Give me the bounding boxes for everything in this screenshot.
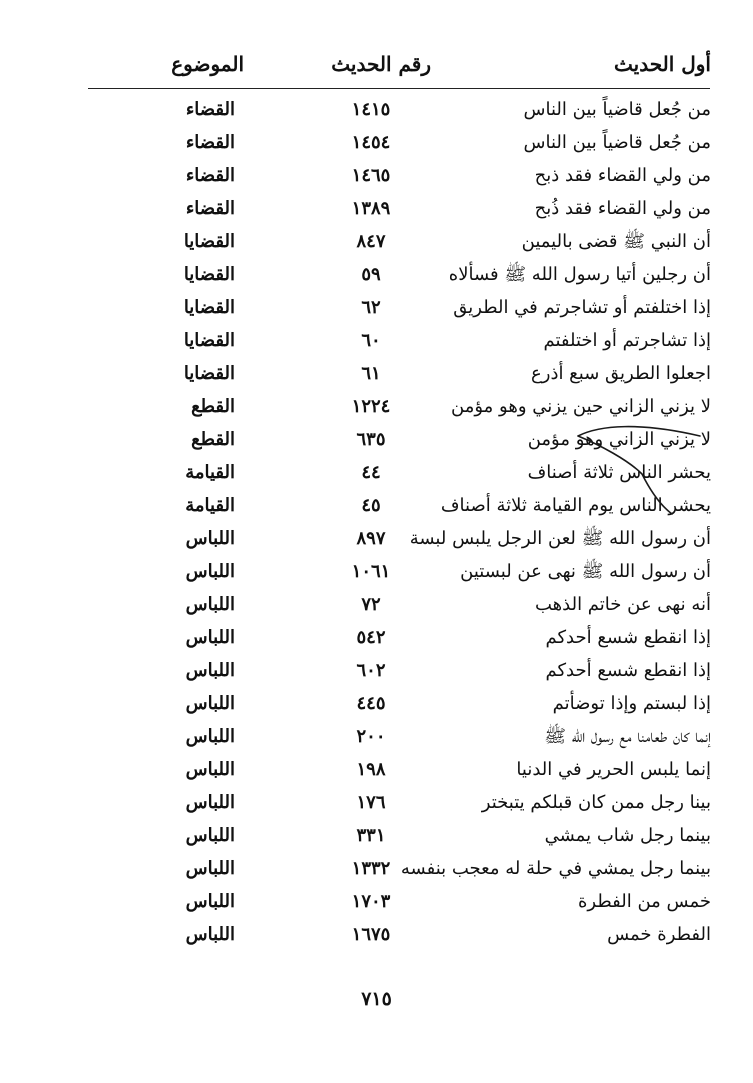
hadith-start-cell: إنما يلبس الحرير في الدنيا — [516, 759, 711, 780]
table-row — [86, 524, 711, 557]
hadith-start-cell: بينما رجل يمشي في حلة له معجب بنفسه — [400, 858, 711, 879]
topic-cell: اللباس — [185, 924, 235, 945]
index-table-body — [86, 95, 711, 953]
hadith-start-cell: أن النبي ﷺ قضى باليمين — [521, 231, 711, 252]
topic-cell: القضايا — [183, 297, 235, 318]
hadith-start-cell: خمس من الفطرة — [578, 891, 711, 912]
hadith-start-cell: يحشر الناس ثلاثة أصناف — [527, 462, 711, 483]
hadith-start-cell: لا يزني الزاني حين يزني وهو مؤمن — [451, 396, 711, 417]
table-row — [86, 359, 711, 392]
table-row — [86, 194, 711, 227]
table-row — [86, 326, 711, 359]
hadith-number-cell: ٨٤٧ — [356, 231, 386, 252]
hadith-number-cell: ٦٢ — [361, 297, 381, 318]
page-number: ٧١٥ — [361, 988, 392, 1010]
hadith-number-cell: ٢٠٠ — [356, 726, 386, 747]
table-row — [86, 128, 711, 161]
header-topic: الموضوع — [171, 52, 244, 76]
table-row — [86, 722, 711, 755]
table-row — [86, 590, 711, 623]
hadith-start-cell: من جُعل قاضياً بين الناس — [523, 132, 711, 153]
hadith-number-cell: ٥٤٢ — [356, 627, 386, 648]
table-row — [86, 920, 711, 953]
hadith-number-cell: ٦١ — [361, 363, 381, 384]
hadith-number-cell: ١٧٠٣ — [351, 891, 391, 912]
table-row — [86, 458, 711, 491]
topic-cell: القضايا — [183, 231, 235, 252]
hadith-number-cell: ٦٠٢ — [356, 660, 386, 681]
hadith-number-cell: ١٤١٥ — [351, 99, 391, 120]
hadith-start-cell: أن رسول الله ﷺ نهى عن لبستين — [460, 561, 711, 582]
header-divider — [88, 88, 710, 89]
table-row — [86, 293, 711, 326]
hadith-number-cell: ١٣٨٩ — [351, 198, 391, 219]
topic-cell: اللباس — [185, 693, 235, 714]
hadith-start-cell: يحشر الناس يوم القيامة ثلاثة أصناف — [440, 495, 711, 516]
hadith-number-cell: ٣٣١ — [356, 825, 386, 846]
topic-cell: القضاء — [185, 99, 235, 120]
hadith-start-cell: اجعلوا الطريق سبع أذرع — [531, 363, 711, 384]
hadith-number-cell: ١٤٦٥ — [351, 165, 391, 186]
hadith-start-cell: إذا اختلفتم أو تشاجرتم في الطريق — [453, 297, 711, 318]
header-hadith-start: أول الحديث — [614, 52, 711, 76]
table-row — [86, 392, 711, 425]
hadith-start-cell: أن رجلين أتيا رسول الله ﷺ فسألاه — [448, 264, 711, 285]
topic-cell: اللباس — [185, 594, 235, 615]
topic-cell: اللباس — [185, 660, 235, 681]
hadith-number-cell: ٤٤٥ — [356, 693, 386, 714]
hadith-start-cell: إذا انقطع شسع أحدكم — [545, 660, 711, 681]
hadith-start-cell: من ولي القضاء فقد ذبح — [534, 165, 711, 186]
topic-cell: اللباس — [185, 891, 235, 912]
table-row — [86, 854, 711, 887]
hadith-number-cell: ١٢٢٤ — [351, 396, 391, 417]
hadith-number-cell: ١٠٦١ — [351, 561, 391, 582]
topic-cell: اللباس — [185, 858, 235, 879]
hadith-number-cell: ٥٩ — [361, 264, 381, 285]
table-row — [86, 260, 711, 293]
topic-cell: اللباس — [185, 627, 235, 648]
hadith-number-cell: ٧٢ — [361, 594, 381, 615]
table-row — [86, 689, 711, 722]
table-row — [86, 821, 711, 854]
hadith-start-cell: أنه نهى عن خاتم الذهب — [534, 594, 711, 615]
hadith-start-cell: إنما كان طعامنا مع رسول الله ﷺ — [544, 726, 711, 747]
topic-cell: اللباس — [185, 528, 235, 549]
table-row — [86, 425, 711, 458]
hadith-start-cell: بينما رجل شاب يمشي — [544, 825, 711, 846]
topic-cell: القضاء — [185, 198, 235, 219]
table-row — [86, 95, 711, 128]
hadith-number-cell: ٤٥ — [361, 495, 381, 516]
table-header — [86, 52, 711, 86]
hadith-number-cell: ١٤٥٤ — [351, 132, 391, 153]
table-row — [86, 161, 711, 194]
hadith-number-cell: ١٦٧٥ — [351, 924, 391, 945]
table-row — [86, 887, 711, 920]
topic-cell: القيامة — [185, 462, 235, 483]
table-row — [86, 227, 711, 260]
table-row — [86, 491, 711, 524]
hadith-number-cell: ١٣٣٢ — [351, 858, 391, 879]
topic-cell: اللباس — [185, 726, 235, 747]
hadith-number-cell: ٦٠ — [361, 330, 381, 351]
table-row — [86, 557, 711, 590]
hadith-number-cell: ٦٣٥ — [356, 429, 386, 450]
hadith-start-cell: لا يزني الزاني وهو مؤمن — [527, 429, 711, 450]
topic-cell: القضايا — [183, 264, 235, 285]
topic-cell: اللباس — [185, 759, 235, 780]
topic-cell: القطع — [191, 429, 235, 450]
topic-cell: القضاء — [185, 165, 235, 186]
hadith-start-cell: من ولي القضاء فقد ذُبح — [534, 198, 711, 219]
table-row — [86, 656, 711, 689]
hadith-start-cell: إذا تشاجرتم أو اختلفتم — [543, 330, 711, 351]
topic-cell: القضايا — [183, 330, 235, 351]
hadith-start-cell: أن رسول الله ﷺ لعن الرجل يلبس لبسة — [409, 528, 711, 549]
topic-cell: القضاء — [185, 132, 235, 153]
table-row — [86, 623, 711, 656]
topic-cell: اللباس — [185, 825, 235, 846]
hadith-start-cell: إذا انقطع شسع أحدكم — [545, 627, 711, 648]
topic-cell: اللباس — [185, 561, 235, 582]
hadith-start-cell: من جُعل قاضياً بين الناس — [523, 99, 711, 120]
hadith-start-cell: الفطرة خمس — [607, 924, 711, 945]
topic-cell: القيامة — [185, 495, 235, 516]
table-row — [86, 755, 711, 788]
table-row — [86, 788, 711, 821]
hadith-start-cell: إذا لبستم وإذا توضأتم — [552, 693, 711, 714]
topic-cell: اللباس — [185, 792, 235, 813]
hadith-number-cell: ٤٤ — [361, 462, 381, 483]
hadith-number-cell: ٨٩٧ — [356, 528, 386, 549]
hadith-number-cell: ١٩٨ — [356, 759, 386, 780]
header-hadith-number: رقم الحديث — [331, 52, 431, 76]
hadith-number-cell: ١٧٦ — [356, 792, 386, 813]
topic-cell: القطع — [191, 396, 235, 417]
hadith-start-cell: بينا رجل ممن كان قبلكم يتبختر — [481, 792, 711, 813]
topic-cell: القضايا — [183, 363, 235, 384]
